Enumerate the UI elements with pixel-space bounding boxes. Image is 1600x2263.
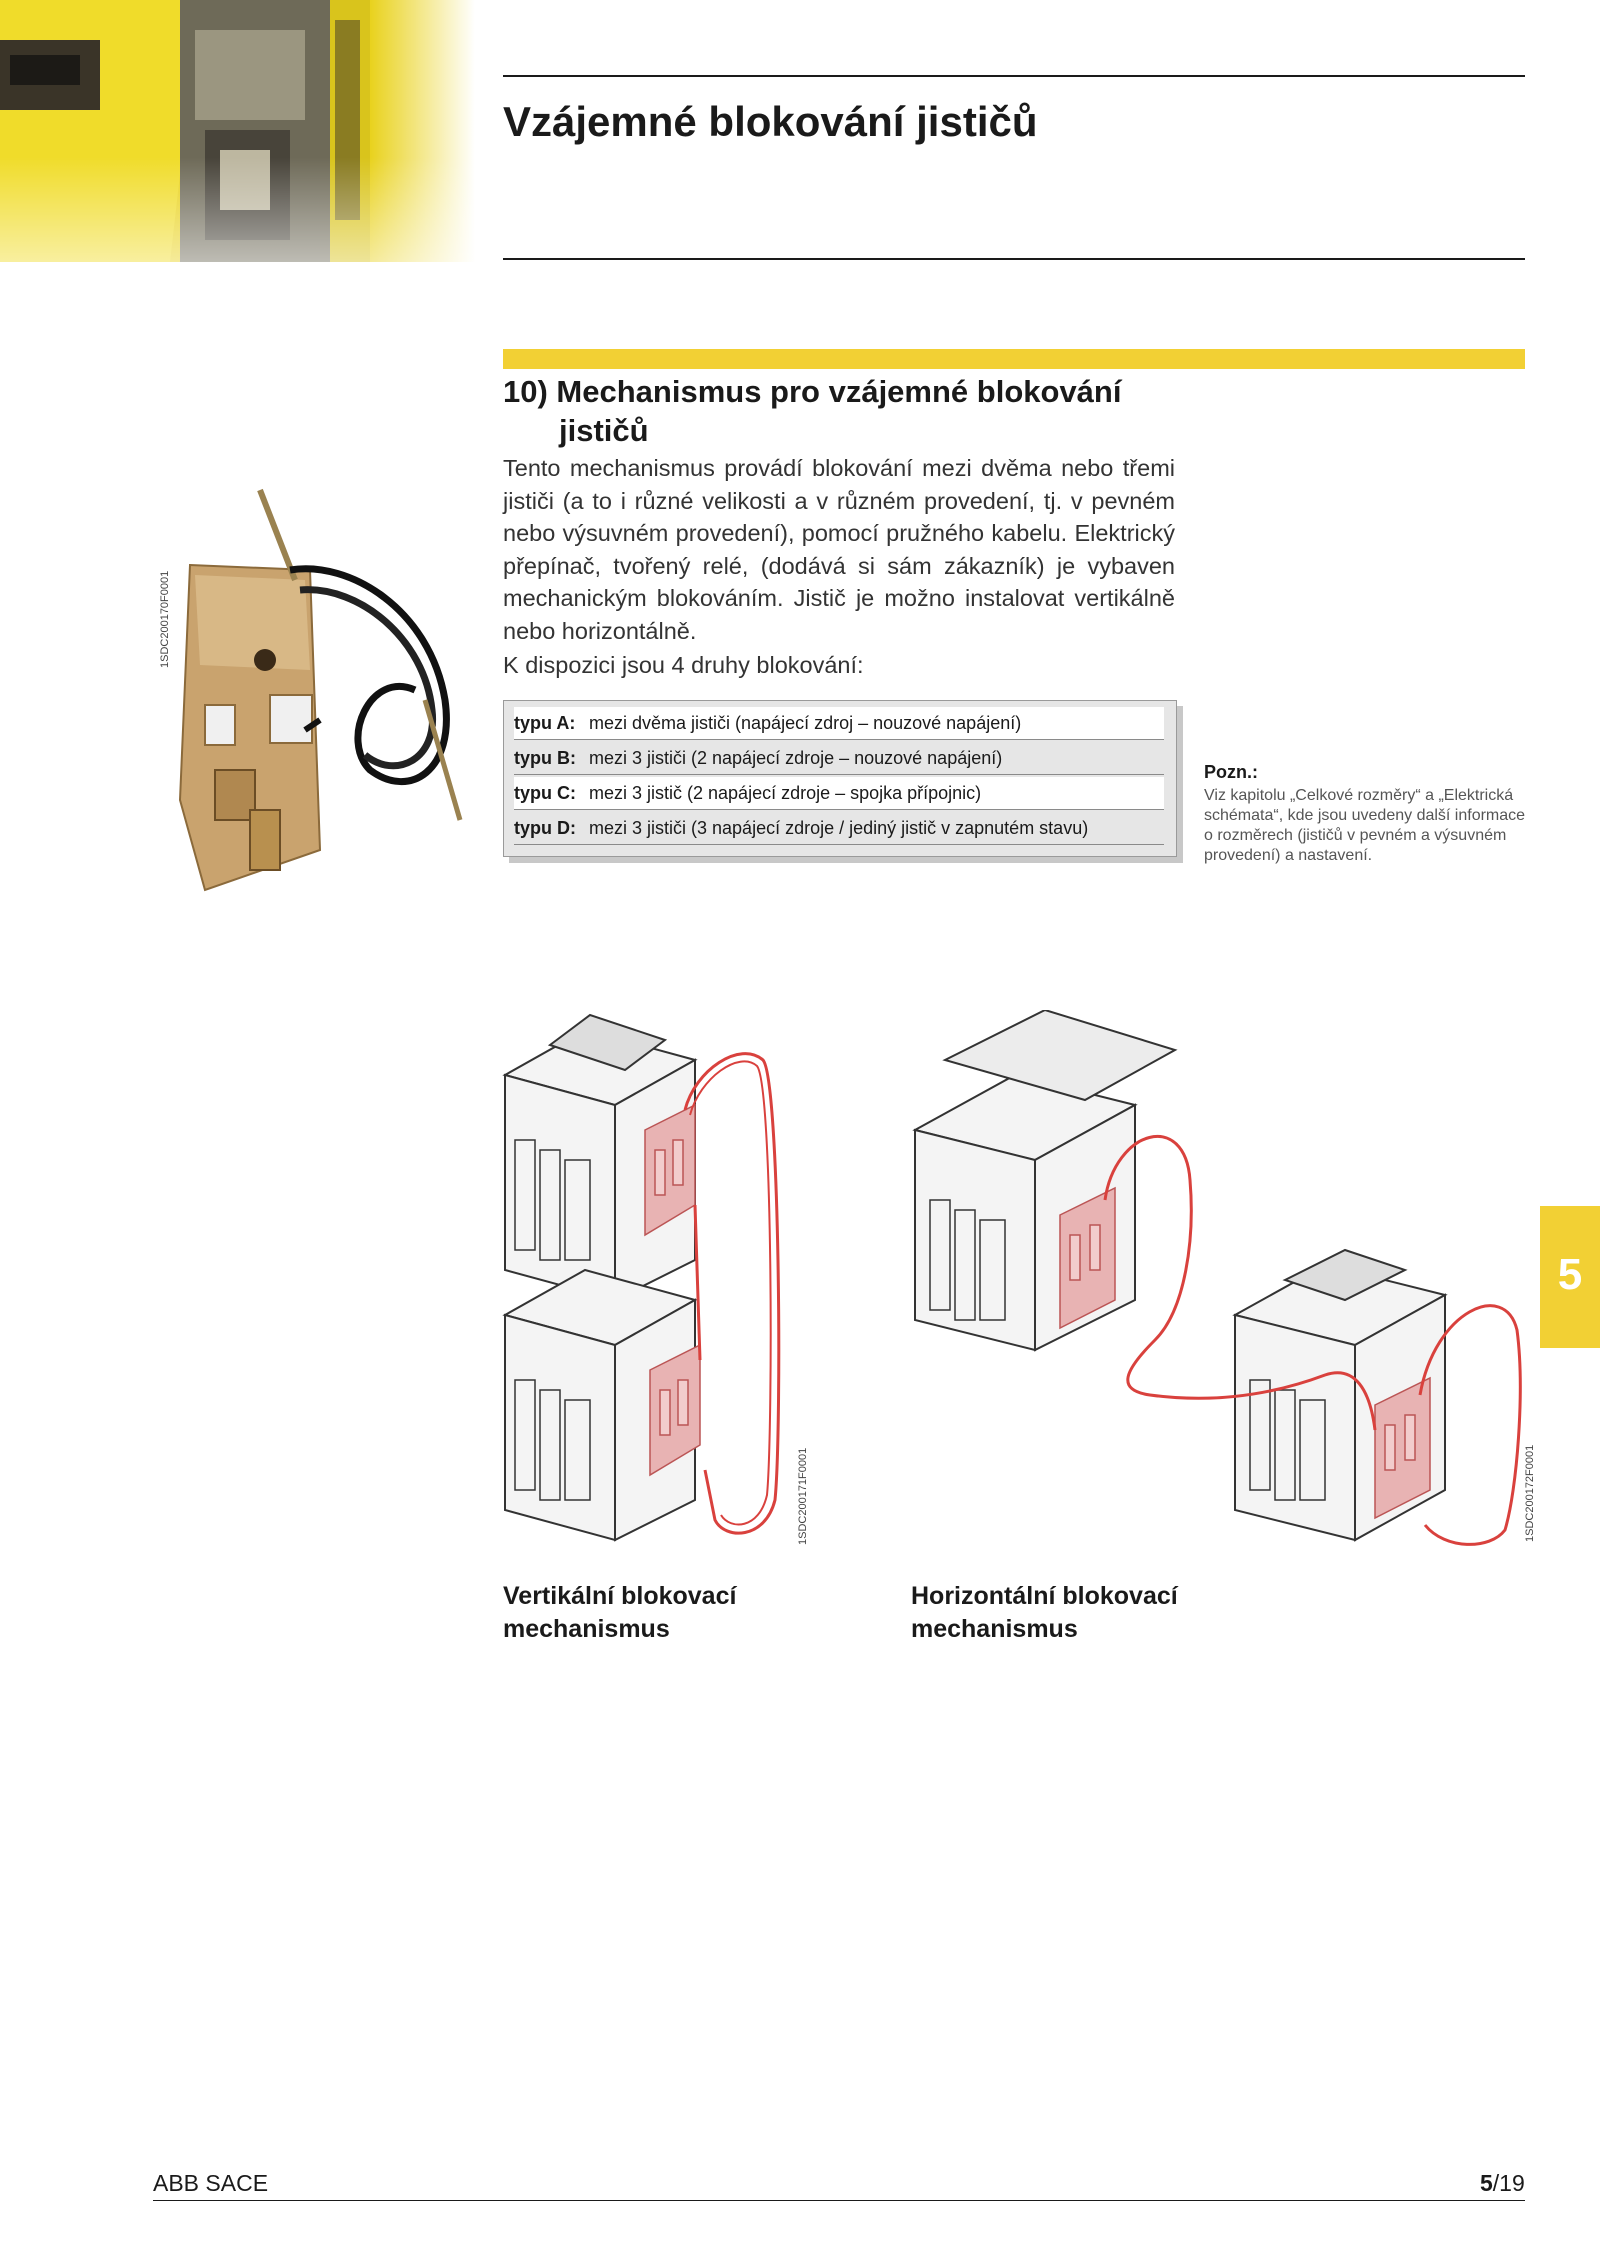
title-bottom-rule [503,258,1525,260]
footer-page-number [1480,2170,1525,2197]
interlock-mechanism-photo [170,470,470,900]
horizontal-caption-line1: Horizontální blokovací [911,1582,1178,1610]
section-heading [503,372,1203,450]
title-top-rule [503,75,1525,77]
horizontal-caption [911,1580,1178,1646]
section-heading-line1: 10) Mechanismus pro vzájemné blokování [503,374,1122,409]
header-photo [0,0,475,262]
type-desc: mezi 3 jističi (2 napájecí zdroje – nouzové napájení) [589,748,1003,768]
footer-page-chapter: 5 [1480,2170,1493,2196]
section-body: Tento mechanismus provádí blokování mezi dvěma nebo třemi jističi (a to i různé velikosti a v různém provedení, tj. v pevném nebo výsuvném provedení), pomocí pružného kabelu. Elektrický přepínač, tvořený relé, (dodává si sám zákazník) je vybaven mechanickým blokováním. Jistič je možno instalovat vertikálně nebo horizontálně. [503,455,1175,644]
footer-page-rest: /19 [1492,2170,1525,2196]
horizontal-interlock-drawing [905,1010,1525,1550]
type-key: typu B: [514,748,576,768]
footer-company: ABB SACE [153,2170,269,2196]
table-row [514,742,1164,775]
vertical-caption-line2: mechanismus [503,1615,670,1643]
horizontal-figure-code: 1SDC200172F0001 [1524,1444,1536,1542]
type-desc: mezi dvěma jističi (napájecí zdroj – nouzové napájení) [589,713,1022,733]
photo-figure-code: 1SDC200170F0001 [159,570,171,668]
availability-text: K dispozici jsou 4 druhy blokování: [503,652,864,678]
type-key: typu C: [514,783,576,803]
footer-rule [153,2200,1525,2201]
table-row [514,812,1164,845]
note-text: Viz kapitolu „Celkové rozměry“ a „Elektrická schémata“, kde jsou uvedeny další informace o rozměrech (jističů v pevném a výsuvném provedení) a nastavení. [1204,787,1526,864]
section-accent-bar [503,349,1525,369]
table-row [514,777,1164,810]
vertical-figure-code: 1SDC200171F0001 [797,1447,809,1545]
page-title: Vzájemné blokování jističů [503,98,1038,145]
chapter-number: 5 [1557,1250,1583,1299]
vertical-caption [503,1580,736,1646]
type-key: typu A: [514,713,576,733]
note-title: Pozn.: [1204,762,1258,782]
horizontal-caption-line2: mechanismus [911,1615,1078,1643]
type-key: typu D: [514,818,576,838]
table-row [514,707,1164,740]
vertical-caption-line1: Vertikální blokovací [503,1582,737,1610]
type-desc: mezi 3 jističi (3 napájecí zdroje / jediný jistič v zapnutém stavu) [589,818,1089,838]
vertical-interlock-drawing [495,1000,795,1545]
interlock-types-table [503,700,1177,857]
section-heading-line2: jističů [559,413,649,448]
type-desc: mezi 3 jistič (2 napájecí zdroje – spojka přípojnic) [589,783,982,803]
